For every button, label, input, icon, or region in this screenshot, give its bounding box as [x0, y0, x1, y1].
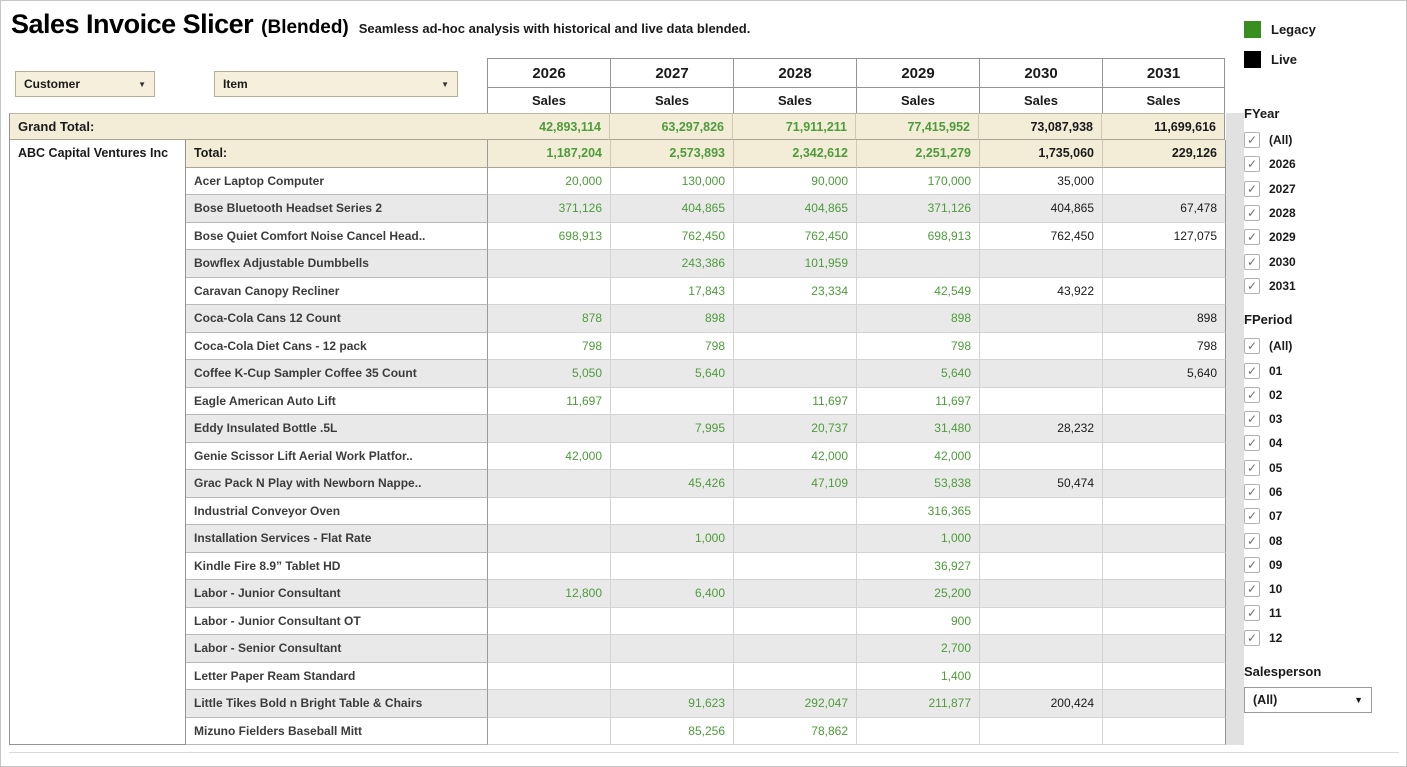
sales-value-cell[interactable] [488, 498, 611, 526]
sales-value-cell[interactable]: 5,640 [857, 360, 980, 388]
item-label[interactable]: Little Tikes Bold n Bright Table & Chairs [186, 690, 488, 718]
page-subtitle: Seamless ad-hoc analysis with historical and live data blended. [358, 21, 751, 36]
filter-option-label: 08 [1269, 533, 1283, 548]
sales-value-cell[interactable] [1103, 608, 1226, 636]
filter-option [1244, 553, 1404, 577]
legend-item[interactable] [1244, 44, 1404, 74]
item-label[interactable]: Eddy Insulated Bottle .5L [186, 415, 488, 443]
year-label: 2028 [778, 64, 812, 82]
salesperson-value: (All) [1253, 692, 1278, 707]
sales-value-cell[interactable] [980, 608, 1103, 636]
sales-value-cell[interactable] [1103, 718, 1226, 746]
grand-total-value[interactable]: 73,087,938 [979, 113, 1102, 140]
filter-option-label: 01 [1269, 363, 1283, 378]
sales-value-cell[interactable]: 5,050 [488, 360, 611, 388]
sales-value-cell[interactable] [734, 580, 857, 608]
sales-value-cell[interactable] [734, 525, 857, 553]
sales-value-cell[interactable] [488, 470, 611, 498]
sales-value-cell[interactable] [1103, 553, 1226, 581]
filter-option [1244, 128, 1404, 152]
filter-option-label: (All) [1269, 133, 1293, 148]
filter-option-label: 12 [1269, 630, 1283, 645]
sales-value-cell[interactable] [611, 553, 734, 581]
customer-dropdown-label: Customer [24, 77, 81, 91]
year-label: 2029 [901, 64, 935, 82]
grand-total-value[interactable]: 42,893,114 [487, 113, 610, 140]
item-label[interactable]: Genie Scissor Lift Aerial Work Platfor.. [186, 443, 488, 471]
item-label[interactable]: Eagle American Auto Lift [186, 388, 488, 416]
sales-value-cell[interactable] [1103, 278, 1226, 306]
filter-option-label: 07 [1269, 509, 1283, 524]
table-row [186, 553, 1226, 581]
customer-dropdown[interactable] [15, 71, 155, 97]
sales-value-cell[interactable]: 17,843 [611, 278, 734, 306]
sales-value-cell[interactable]: 25,200 [857, 580, 980, 608]
sales-value-cell[interactable] [488, 415, 611, 443]
sales-value-cell[interactable]: 23,334 [734, 278, 857, 306]
sales-value-cell[interactable] [611, 635, 734, 663]
sales-value-cell[interactable] [734, 663, 857, 691]
filter-option [1244, 577, 1404, 601]
sales-value-cell[interactable]: 211,877 [857, 690, 980, 718]
checkbox[interactable]: ✓ [1244, 254, 1260, 270]
grand-total-value[interactable]: 11,699,616 [1102, 113, 1225, 140]
fperiod-filter [1244, 334, 1404, 650]
filter-option [1244, 177, 1404, 201]
sales-value-cell[interactable]: 898 [1103, 305, 1226, 333]
checkbox[interactable]: ✓ [1244, 363, 1260, 379]
sales-value-cell[interactable]: 47,109 [734, 470, 857, 498]
filter-option-label: 05 [1269, 460, 1283, 475]
checkbox[interactable]: ✓ [1244, 581, 1260, 597]
chevron-down-icon: ▼ [1354, 694, 1363, 705]
sales-value-cell[interactable]: 1,187,204 [488, 140, 611, 168]
filter-option [1244, 358, 1404, 382]
checkbox[interactable]: ✓ [1244, 156, 1260, 172]
sales-value-cell[interactable] [1103, 580, 1226, 608]
sales-value-cell[interactable] [980, 663, 1103, 691]
table-row [186, 360, 1226, 388]
sales-value-cell[interactable] [734, 553, 857, 581]
table-row [186, 470, 1226, 498]
year-column-header[interactable] [979, 58, 1102, 114]
item-label[interactable]: Bose Bluetooth Headset Series 2 [186, 195, 488, 223]
filter-option-label: 2026 [1269, 157, 1296, 172]
sales-value-cell[interactable] [611, 498, 734, 526]
filter-option [1244, 249, 1404, 273]
year-column-header[interactable] [856, 58, 979, 114]
item-label[interactable]: Installation Services - Flat Rate [186, 525, 488, 553]
item-label[interactable]: Grac Pack N Play with Newborn Nappe.. [186, 470, 488, 498]
title-bar [11, 9, 750, 40]
sales-value-cell[interactable]: 127,075 [1103, 223, 1226, 251]
measure-label: Sales [857, 87, 979, 113]
checkbox[interactable]: ✓ [1244, 278, 1260, 294]
filter-option [1244, 334, 1404, 358]
item-label[interactable]: Kindle Fire 8.9” Tablet HD [186, 553, 488, 581]
sales-value-cell[interactable]: 2,342,612 [734, 140, 857, 168]
sales-value-cell[interactable] [980, 360, 1103, 388]
checkbox[interactable]: ✓ [1244, 484, 1260, 500]
sales-value-cell[interactable] [611, 388, 734, 416]
filter-option-label: 2030 [1269, 254, 1296, 269]
sales-value-cell[interactable] [980, 305, 1103, 333]
customer-row-header[interactable] [9, 140, 186, 745]
sales-value-cell[interactable]: 698,913 [857, 223, 980, 251]
sales-value-cell[interactable]: 798 [611, 333, 734, 361]
table-row [186, 333, 1226, 361]
sales-value-cell[interactable]: 5,640 [1103, 360, 1226, 388]
checkbox[interactable]: ✓ [1244, 435, 1260, 451]
filter-option [1244, 528, 1404, 552]
sales-value-cell[interactable]: 798 [857, 333, 980, 361]
filter-option [1244, 504, 1404, 528]
sales-value-cell[interactable]: 11,697 [734, 388, 857, 416]
sales-value-cell[interactable] [1103, 388, 1226, 416]
filter-option-label: 04 [1269, 436, 1283, 451]
sales-value-cell[interactable] [488, 525, 611, 553]
sales-value-cell[interactable]: 78,862 [734, 718, 857, 746]
table-row [186, 388, 1226, 416]
legend-swatch [1244, 51, 1261, 68]
sales-value-cell[interactable] [734, 333, 857, 361]
sales-value-cell[interactable]: 101,959 [734, 250, 857, 278]
year-column-headers [487, 58, 1225, 114]
filter-option-label: 10 [1269, 582, 1283, 597]
item-label[interactable]: Labor - Junior Consultant [186, 580, 488, 608]
item-label[interactable]: Caravan Canopy Recliner [186, 278, 488, 306]
legend-label: Legacy [1271, 21, 1316, 37]
table-row [186, 140, 1226, 168]
sales-value-cell[interactable]: 900 [857, 608, 980, 636]
sales-value-cell[interactable] [1103, 415, 1226, 443]
sales-value-cell[interactable] [1103, 443, 1226, 471]
filter-option [1244, 456, 1404, 480]
filter-option-label: 11 [1269, 606, 1282, 621]
sales-value-cell[interactable] [857, 250, 980, 278]
checkbox[interactable]: ✓ [1244, 605, 1260, 621]
filter-option-label: 2027 [1269, 181, 1296, 196]
table-row [186, 195, 1226, 223]
table-row [186, 278, 1226, 306]
sales-value-cell[interactable] [980, 498, 1103, 526]
fyear-filter [1244, 128, 1404, 298]
sales-value-cell[interactable]: 762,450 [734, 223, 857, 251]
sales-value-cell[interactable]: 371,126 [488, 195, 611, 223]
year-label: 2031 [1146, 64, 1181, 82]
table-row [186, 223, 1226, 251]
filter-option-label: 06 [1269, 485, 1283, 499]
sales-value-cell[interactable] [980, 580, 1103, 608]
item-label[interactable]: Letter Paper Ream Standard [186, 663, 488, 691]
sales-value-cell[interactable] [734, 498, 857, 526]
table-row [186, 415, 1226, 443]
sales-value-cell[interactable]: 12,800 [488, 580, 611, 608]
sales-value-cell[interactable]: 91,623 [611, 690, 734, 718]
customer-total-label[interactable]: Total: [186, 140, 488, 168]
sales-value-cell[interactable] [1103, 498, 1226, 526]
sales-value-cell[interactable]: 1,735,060 [980, 140, 1103, 168]
filter-option [1244, 480, 1404, 504]
table-row [186, 580, 1226, 608]
item-label[interactable]: Coca-Cola Diet Cans - 12 pack [186, 333, 488, 361]
sales-value-cell[interactable] [980, 718, 1103, 746]
sales-value-cell[interactable] [980, 388, 1103, 416]
checkbox[interactable]: ✓ [1244, 533, 1260, 549]
item-label[interactable]: Coca-Cola Cans 12 Count [186, 305, 488, 333]
checkbox[interactable]: ✓ [1244, 132, 1260, 148]
filter-option [1244, 383, 1404, 407]
filter-option-label: 2028 [1269, 206, 1296, 221]
customer-name: ABC Capital Ventures Inc [18, 146, 169, 160]
sales-value-cell[interactable] [980, 635, 1103, 663]
sales-value-cell[interactable] [488, 278, 611, 306]
year-label: 2027 [655, 64, 689, 82]
filter-option [1244, 225, 1404, 249]
checkbox[interactable]: ✓ [1244, 181, 1260, 197]
year-column-header[interactable] [1102, 58, 1225, 114]
sales-value-cell[interactable] [1103, 470, 1226, 498]
sales-value-cell[interactable]: 2,251,279 [857, 140, 980, 168]
measure-label: Sales [1103, 87, 1224, 113]
legend-swatch [1244, 21, 1261, 38]
sales-value-cell[interactable]: 404,865 [611, 195, 734, 223]
sales-value-cell[interactable]: 85,256 [611, 718, 734, 746]
sales-value-cell[interactable] [1103, 690, 1226, 718]
filter-option [1244, 152, 1404, 176]
table-row [186, 608, 1226, 636]
sales-value-cell[interactable] [980, 553, 1103, 581]
sales-value-cell[interactable]: 404,865 [734, 195, 857, 223]
grand-total-value[interactable]: 63,297,826 [610, 113, 733, 140]
sales-value-cell[interactable]: 20,737 [734, 415, 857, 443]
item-label[interactable]: Labor - Junior Consultant OT [186, 608, 488, 636]
sales-value-cell[interactable]: 878 [488, 305, 611, 333]
fperiod-title: FPeriod [1244, 312, 1293, 328]
item-label[interactable]: Coffee K-Cup Sampler Coffee 35 Count [186, 360, 488, 388]
measure-label: Sales [734, 87, 856, 113]
filter-option-label: 02 [1269, 387, 1283, 402]
sales-value-cell[interactable]: 292,047 [734, 690, 857, 718]
sales-value-cell[interactable]: 67,478 [1103, 195, 1226, 223]
sales-value-cell[interactable]: 42,000 [488, 443, 611, 471]
item-label[interactable]: Bose Quiet Comfort Noise Cancel Head.. [186, 223, 488, 251]
sales-value-cell[interactable]: 35,000 [980, 168, 1103, 196]
year-column-header[interactable] [487, 58, 610, 114]
legend-item[interactable] [1244, 14, 1404, 44]
sales-value-cell[interactable] [611, 663, 734, 691]
chevron-down-icon: ▼ [138, 79, 146, 89]
salesperson-title: Salesperson [1244, 663, 1322, 679]
bottom-divider [9, 752, 1399, 753]
year-label: 2030 [1024, 64, 1058, 82]
sales-value-cell[interactable] [611, 443, 734, 471]
sales-value-cell[interactable] [1103, 635, 1226, 663]
sales-value-cell[interactable]: 5,640 [611, 360, 734, 388]
sales-value-cell[interactable]: 1,000 [857, 525, 980, 553]
sales-value-cell[interactable] [488, 718, 611, 746]
table-row [186, 635, 1226, 663]
measure-label: Sales [488, 87, 610, 113]
sales-value-cell[interactable] [1103, 663, 1226, 691]
filter-option-label: (All) [1269, 339, 1293, 354]
sales-value-cell[interactable]: 798 [488, 333, 611, 361]
item-label[interactable]: Bowflex Adjustable Dumbbells [186, 250, 488, 278]
sales-value-cell[interactable] [1103, 525, 1226, 553]
sales-value-cell[interactable] [1103, 250, 1226, 278]
filter-option [1244, 626, 1404, 650]
sales-value-cell[interactable]: 42,000 [734, 443, 857, 471]
filter-option [1244, 201, 1404, 225]
item-label[interactable]: Acer Laptop Computer [186, 168, 488, 196]
fyear-title: FYear [1244, 106, 1280, 121]
page-title: Sales Invoice Slicer [11, 9, 254, 39]
sales-value-cell[interactable] [488, 553, 611, 581]
sales-value-cell[interactable]: 2,700 [857, 635, 980, 663]
filter-option [1244, 601, 1404, 625]
data-rows [186, 140, 1226, 745]
sales-value-cell[interactable] [734, 635, 857, 663]
filter-option-label: 09 [1269, 557, 1283, 572]
sales-value-cell[interactable] [488, 608, 611, 636]
checkbox[interactable]: ✓ [1244, 460, 1260, 476]
sales-value-cell[interactable]: 698,913 [488, 223, 611, 251]
sales-value-cell[interactable]: 316,365 [857, 498, 980, 526]
filter-panel [1244, 1, 1404, 713]
sales-value-cell[interactable]: 1,000 [611, 525, 734, 553]
grand-total-value[interactable]: 77,415,952 [856, 113, 979, 140]
sales-value-cell[interactable]: 50,474 [980, 470, 1103, 498]
legend-label: Live [1271, 51, 1298, 67]
sales-value-cell[interactable] [1103, 168, 1226, 196]
sales-value-cell[interactable] [488, 690, 611, 718]
sales-value-cell[interactable]: 11,697 [488, 388, 611, 416]
sales-value-cell[interactable]: 170,000 [857, 168, 980, 196]
sales-value-cell[interactable] [611, 608, 734, 636]
grand-total-label: Grand Total: [9, 113, 487, 140]
sales-value-cell[interactable]: 11,697 [857, 388, 980, 416]
year-column-header[interactable] [733, 58, 856, 114]
sales-value-cell[interactable]: 762,450 [980, 223, 1103, 251]
item-label[interactable]: Labor - Senior Consultant [186, 635, 488, 663]
sales-value-cell[interactable]: 371,126 [857, 195, 980, 223]
table-row [186, 663, 1226, 691]
sales-value-cell[interactable]: 7,995 [611, 415, 734, 443]
sales-value-cell[interactable]: 90,000 [734, 168, 857, 196]
sales-value-cell[interactable]: 898 [611, 305, 734, 333]
sales-value-cell[interactable]: 42,549 [857, 278, 980, 306]
checkbox[interactable]: ✓ [1244, 630, 1260, 646]
checkbox[interactable]: ✓ [1244, 557, 1260, 573]
sales-value-cell[interactable]: 898 [857, 305, 980, 333]
item-label[interactable]: Industrial Conveyor Oven [186, 498, 488, 526]
sales-value-cell[interactable] [488, 635, 611, 663]
sales-value-cell[interactable]: 42,000 [857, 443, 980, 471]
sales-value-cell[interactable]: 36,927 [857, 553, 980, 581]
table-row [186, 498, 1226, 526]
sales-value-cell[interactable] [980, 250, 1103, 278]
sales-value-cell[interactable]: 28,232 [980, 415, 1103, 443]
checkbox[interactable]: ✓ [1244, 229, 1260, 245]
item-dropdown-label: Item [223, 77, 248, 91]
sales-value-cell[interactable]: 798 [1103, 333, 1226, 361]
sales-value-cell[interactable] [734, 305, 857, 333]
grand-total-row [9, 113, 1225, 140]
sales-value-cell[interactable]: 762,450 [611, 223, 734, 251]
checkbox[interactable]: ✓ [1244, 411, 1260, 427]
table-row [186, 168, 1226, 196]
checkbox[interactable]: ✓ [1244, 338, 1260, 354]
grand-total-value[interactable]: 71,911,211 [733, 113, 856, 140]
item-label[interactable]: Mizuno Fielders Baseball Mitt [186, 718, 488, 746]
sales-value-cell[interactable]: 6,400 [611, 580, 734, 608]
sales-value-cell[interactable]: 130,000 [611, 168, 734, 196]
sales-value-cell[interactable] [488, 250, 611, 278]
sales-value-cell[interactable] [980, 525, 1103, 553]
sales-value-cell[interactable]: 200,424 [980, 690, 1103, 718]
sales-value-cell[interactable] [734, 360, 857, 388]
sales-value-cell[interactable]: 53,838 [857, 470, 980, 498]
sales-value-cell[interactable] [980, 443, 1103, 471]
filter-option-label: 2029 [1269, 230, 1296, 245]
sales-value-cell[interactable]: 31,480 [857, 415, 980, 443]
sales-value-cell[interactable] [980, 333, 1103, 361]
sales-value-cell[interactable] [488, 663, 611, 691]
chevron-down-icon: ▼ [441, 79, 449, 89]
sales-value-cell[interactable]: 1,400 [857, 663, 980, 691]
sales-value-cell[interactable]: 45,426 [611, 470, 734, 498]
table-row [186, 443, 1226, 471]
filter-option [1244, 274, 1404, 298]
sales-value-cell[interactable] [734, 608, 857, 636]
sales-value-cell[interactable] [857, 718, 980, 746]
sales-value-cell[interactable]: 20,000 [488, 168, 611, 196]
item-dropdown[interactable] [214, 71, 458, 97]
checkbox[interactable]: ✓ [1244, 387, 1260, 403]
sales-value-cell[interactable]: 404,865 [980, 195, 1103, 223]
table-row [186, 525, 1226, 553]
sales-value-cell[interactable]: 243,386 [611, 250, 734, 278]
filter-option-label: 2031 [1269, 278, 1296, 293]
table-row [186, 250, 1226, 278]
measure-label: Sales [611, 87, 733, 113]
color-legend [1244, 14, 1404, 74]
year-column-header[interactable] [610, 58, 733, 114]
checkbox[interactable]: ✓ [1244, 205, 1260, 221]
year-label: 2026 [532, 64, 566, 82]
page-title-suffix: (Blended) [261, 17, 349, 38]
table-row [186, 690, 1226, 718]
sales-value-cell[interactable]: 2,573,893 [611, 140, 734, 168]
measure-label: Sales [980, 87, 1102, 113]
salesperson-dropdown[interactable] [1244, 687, 1372, 713]
filter-option [1244, 431, 1404, 455]
filter-option [1244, 407, 1404, 431]
sales-value-cell[interactable]: 43,922 [980, 278, 1103, 306]
checkbox[interactable]: ✓ [1244, 508, 1260, 524]
table-row [186, 718, 1226, 746]
table-filler-strip [1226, 113, 1244, 745]
table-row [186, 305, 1226, 333]
filter-option-label: 03 [1269, 412, 1283, 427]
sales-value-cell[interactable]: 229,126 [1103, 140, 1226, 168]
